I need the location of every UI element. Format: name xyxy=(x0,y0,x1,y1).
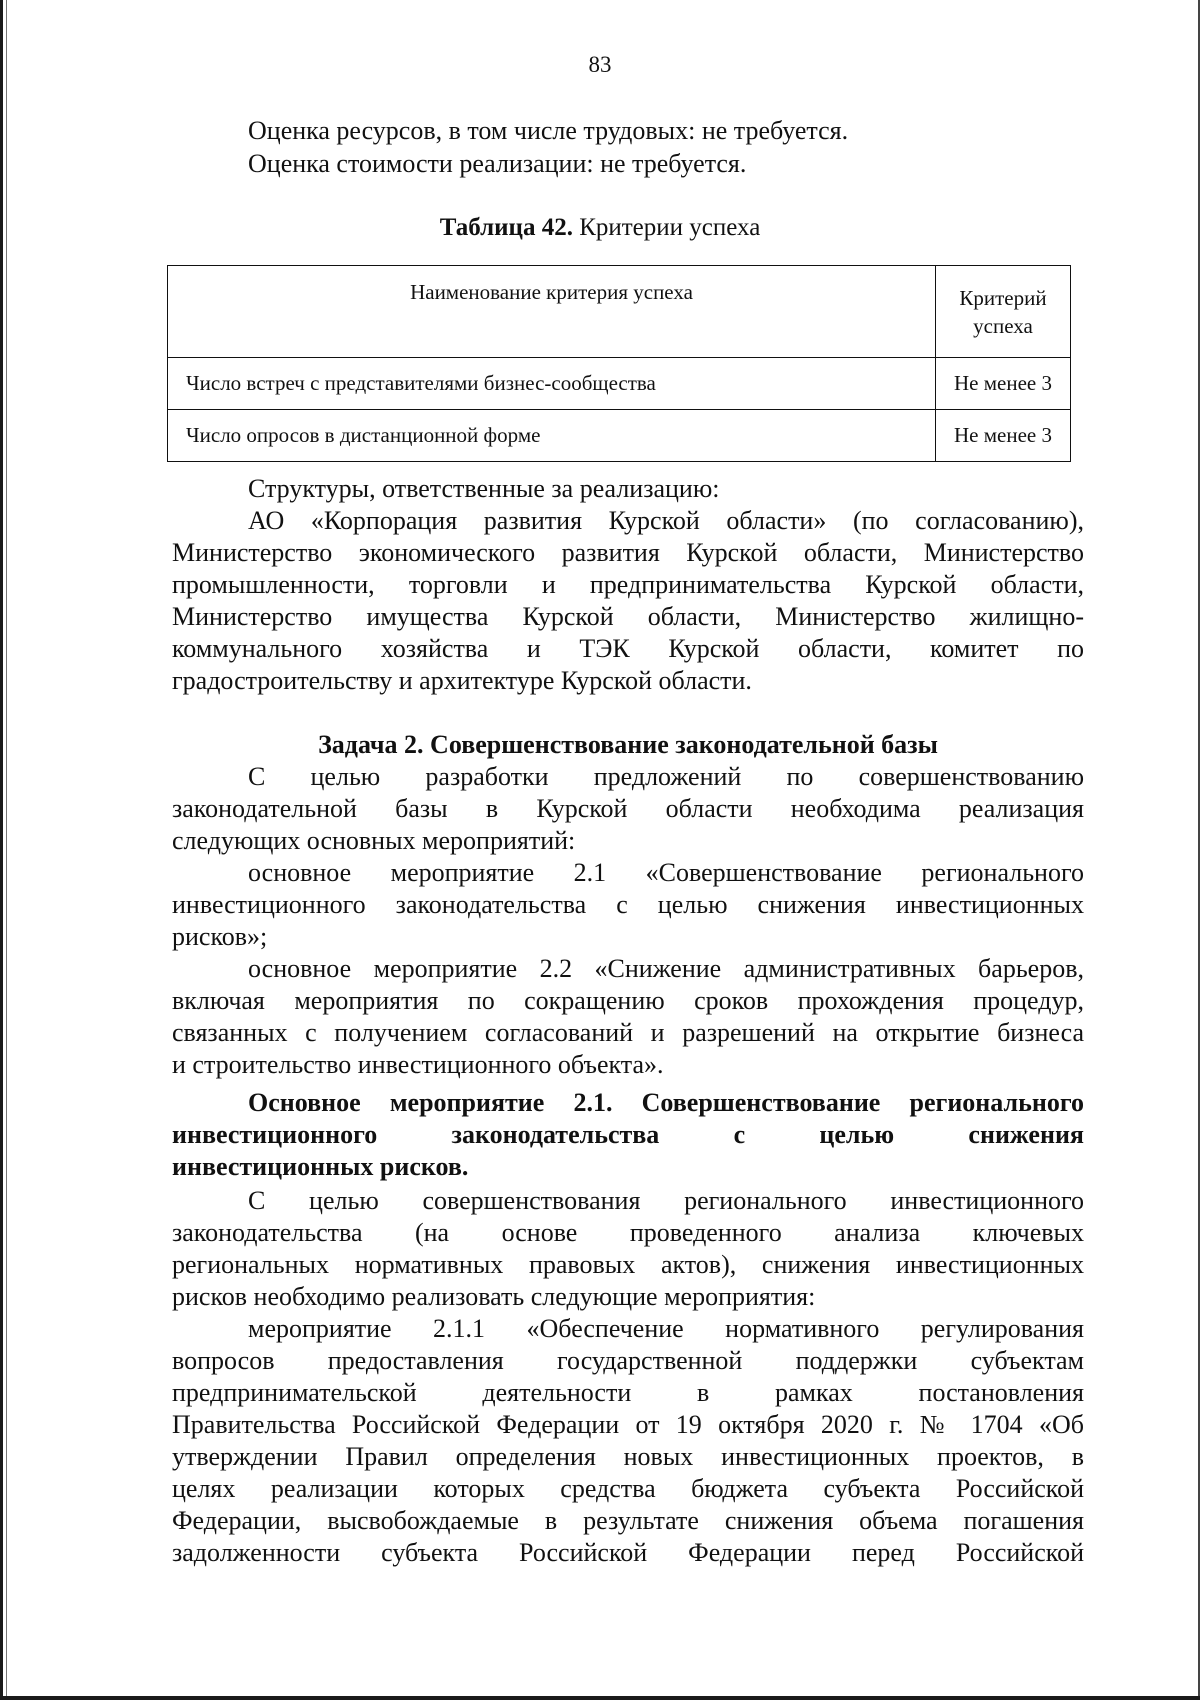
structures-heading: Структуры, ответственные за реализацию: xyxy=(248,474,720,503)
measure-line: предпринимательской деятельности в рамках постановления xyxy=(172,1378,1084,1407)
criterion-value: Не менее 3 xyxy=(936,358,1071,410)
table-caption xyxy=(0,212,1200,244)
header-criterion-value-line1: Критерий xyxy=(959,285,1047,310)
measure-line: целях реализации которых средства бюджета субъекта Российской xyxy=(172,1474,1084,1503)
measure-heading-line: Основное мероприятие 2.1. Совершенствование регионального xyxy=(248,1088,1084,1117)
structures-line: промышленности, торговли и предпринимательства Курской области, xyxy=(172,570,1084,599)
table-caption-label: Таблица 42. xyxy=(439,214,573,241)
intro-line: Оценка ресурсов, в том числе трудовых: не требуется. xyxy=(248,116,849,145)
task2-line: следующих основных мероприятий: xyxy=(172,826,576,855)
task2-line: рисков»; xyxy=(172,922,268,951)
task2-line: связанных с получением согласований и разрешений на открытие бизнеса xyxy=(172,1018,1084,1047)
structures-line: АО «Корпорация развития Курской области» (по согласованию), xyxy=(248,506,1084,535)
success-criteria-table xyxy=(167,265,1071,462)
intro-line: Оценка стоимости реализации: не требуется. xyxy=(248,149,747,178)
measure-line: региональных нормативных правовых актов), снижения инвестиционных xyxy=(172,1250,1084,1279)
header-criterion-value xyxy=(936,266,1071,358)
page-number: 83 xyxy=(588,52,612,77)
measure-line: рисков необходимо реализовать следующие мероприятия: xyxy=(172,1282,816,1311)
measure-heading-line: инвестиционных рисков. xyxy=(172,1152,469,1181)
scan-edge-left xyxy=(0,0,3,1700)
criterion-name: Число встреч с представителями бизнес-сообщества xyxy=(168,358,936,410)
measure-line: С целью совершенствования регионального инвестиционного xyxy=(248,1186,1084,1215)
task2-line: инвестиционного законодательства с целью снижения инвестиционных xyxy=(172,890,1084,919)
header-criterion-name: Наименование критерия успеха xyxy=(168,266,936,358)
measure-heading-line: инвестиционного законодательства с целью снижения xyxy=(172,1120,1084,1149)
task2-line: основное мероприятие 2.2 «Снижение административных барьеров, xyxy=(248,954,1084,983)
criterion-value: Не менее 3 xyxy=(936,410,1071,462)
task2-line: основное мероприятие 2.1 «Совершенствование регионального xyxy=(248,858,1084,887)
task2-line: С целью разработки предложений по совершенствованию xyxy=(248,762,1084,791)
table-row xyxy=(168,410,1071,462)
measure-line: задолженности субъекта Российской Федерации перед Российской xyxy=(172,1538,1084,1567)
measure-line: Федерации, высвобождаемые в результате снижения объема погашения xyxy=(172,1506,1084,1535)
scan-edge-left-inner xyxy=(6,0,7,1700)
scan-edge-bottom xyxy=(0,1696,1200,1700)
measure-line: законодательства (на основе проведенного анализа ключевых xyxy=(172,1218,1084,1247)
measure-line: утверждении Правил определения новых инвестиционных проектов, в xyxy=(172,1442,1084,1471)
measure-line: вопросов предоставления государственной поддержки субъектам xyxy=(172,1346,1084,1375)
task2-heading: Задача 2. Совершенствование законодательной базы xyxy=(318,730,938,759)
table-header-row xyxy=(168,266,1071,358)
criterion-name: Число опросов в дистанционной форме xyxy=(168,410,936,462)
task2-line: законодательной базы в Курской области необходима реализация xyxy=(172,794,1084,823)
table-row xyxy=(168,358,1071,410)
structures-line: Министерство экономического развития Курской области, Министерство xyxy=(172,538,1084,567)
header-criterion-value-line2: успеха xyxy=(973,313,1033,338)
structures-line: градостроительству и архитектуре Курской области. xyxy=(172,666,752,695)
structures-line: Министерство имущества Курской области, Министерство жилищно- xyxy=(172,602,1084,631)
task2-line: и строительство инвестиционного объекта». xyxy=(172,1050,664,1079)
measure-line: мероприятие 2.1.1 «Обеспечение нормативного регулирования xyxy=(248,1314,1084,1343)
task2-line: включая мероприятия по сокращению сроков прохождения процедур, xyxy=(172,986,1084,1015)
measure-line: Правительства Российской Федерации от 19 октября 2020 г. № 1704 «Об xyxy=(172,1410,1084,1439)
table-caption-title: Критерии успеха xyxy=(579,214,761,241)
structures-line: коммунального хозяйства и ТЭК Курской области, комитет по xyxy=(172,634,1084,663)
